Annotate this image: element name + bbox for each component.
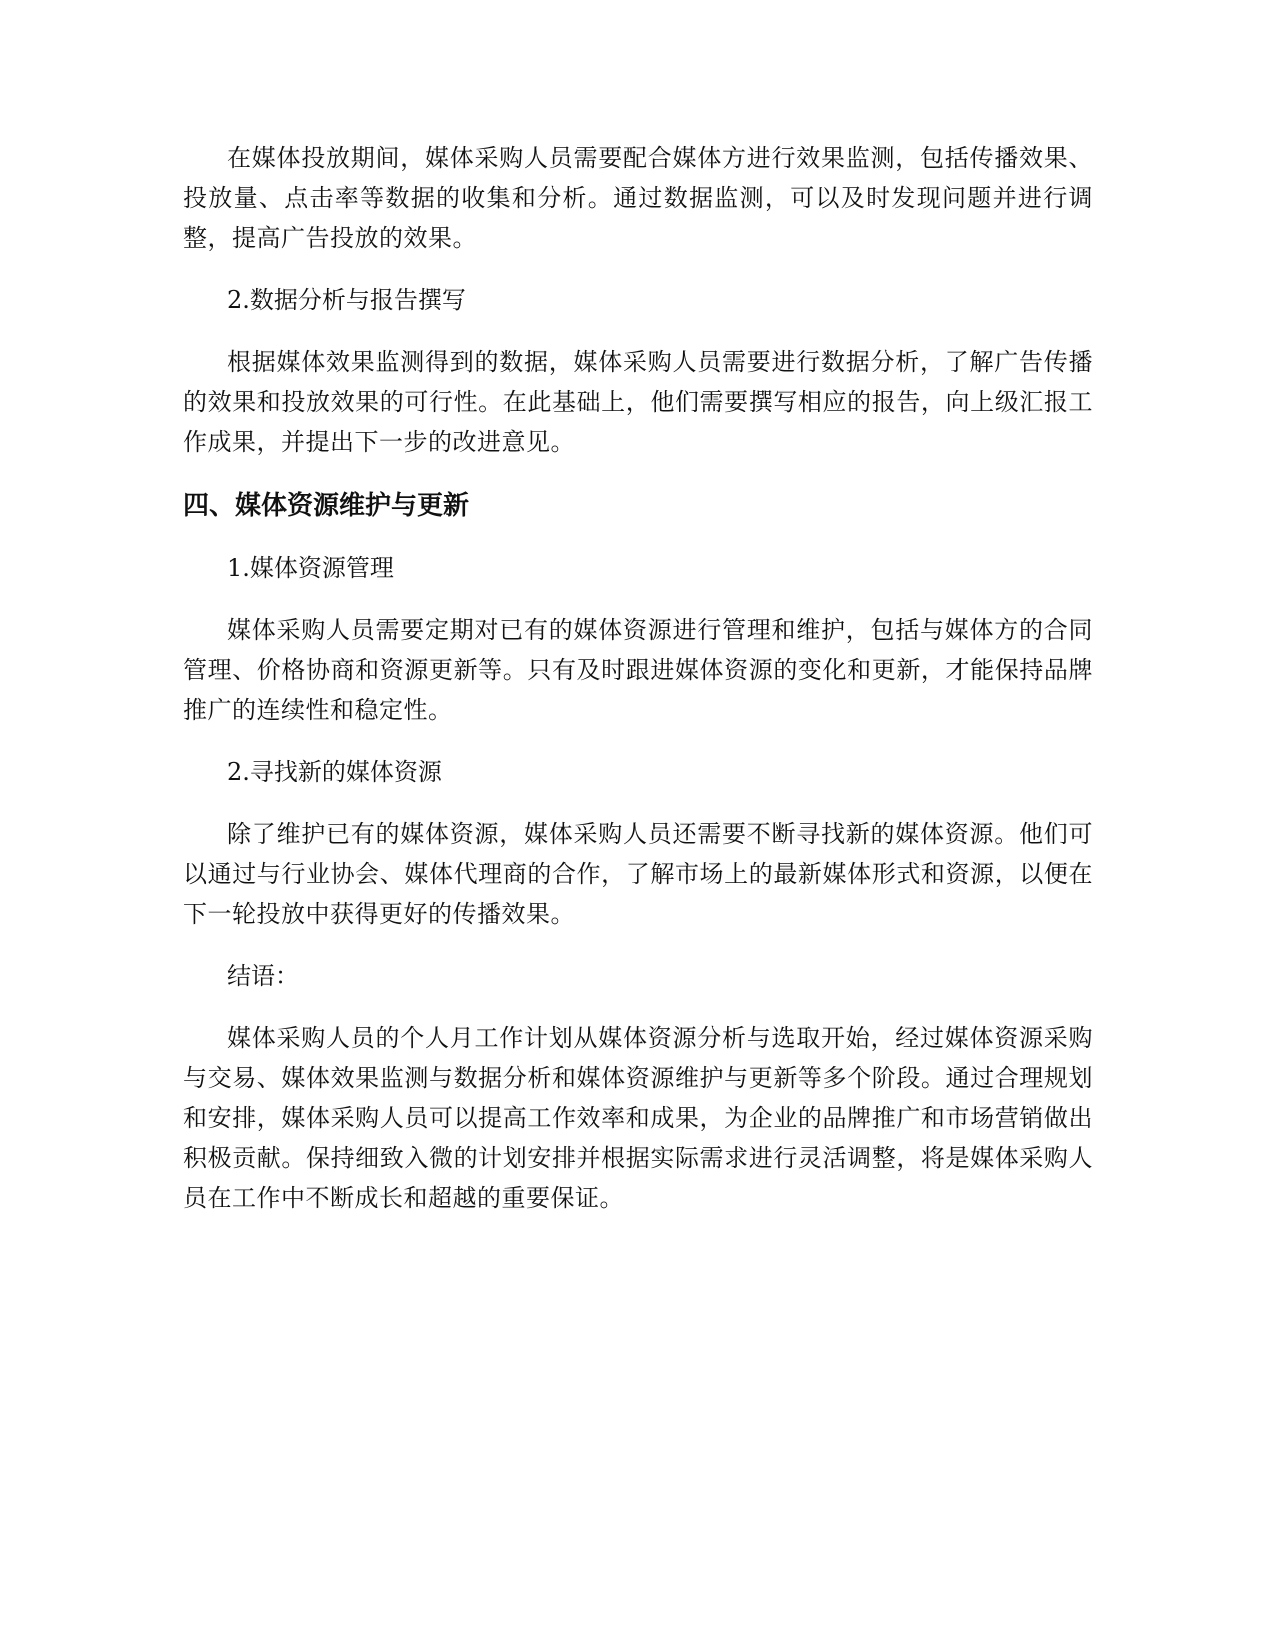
conclusion-label: 结语： [227,962,299,990]
paragraph-data-analysis: 根据媒体效果监测得到的数据，媒体采购人员需要进行数据分析，了解广告传播的效果和投放效果的可行性。在此基础上，他们需要撰写相应的报告，向上级汇报工作成果，并提出下一步的改进意见。 [183,348,1093,456]
document-page [183,138,1093,1218]
subheading-resource-management: 1.媒体资源管理 [227,554,394,582]
section-heading-maintenance: 四、媒体资源维护与更新 [183,491,470,521]
paragraph-resource-management: 媒体采购人员需要定期对已有的媒体资源进行管理和维护，包括与媒体方的合同管理、价格协商和资源更新等。只有及时跟进媒体资源的变化和更新，才能保持品牌推广的连续性和稳定性。 [183,616,1093,724]
subheading-data-analysis: 2.数据分析与报告撰写 [227,286,466,314]
paragraph-monitoring: 在媒体投放期间，媒体采购人员需要配合媒体方进行效果监测，包括传播效果、投放量、点击率等数据的收集和分析。通过数据监测，可以及时发现问题并进行调整，提高广告投放的效果。 [183,144,1093,252]
subheading-new-resources: 2.寻找新的媒体资源 [227,758,442,786]
paragraph-conclusion: 媒体采购人员的个人月工作计划从媒体资源分析与选取开始，经过媒体资源采购与交易、媒体效果监测与数据分析和媒体资源维护与更新等多个阶段。通过合理规划和安排，媒体采购人员可以提高工作效率和成果，为企业的品牌推广和市场营销做出积极贡献。保持细致入微的计划安排并根据实际需求进行灵活调整，将是媒体采购人员在工作中不断成长和超越的重要保证。 [183,1024,1093,1212]
paragraph-new-resources: 除了维护已有的媒体资源，媒体采购人员还需要不断寻找新的媒体资源。他们可以通过与行业协会、媒体代理商的合作，了解市场上的最新媒体形式和资源，以便在下一轮投放中获得更好的传播效果。 [183,820,1093,928]
